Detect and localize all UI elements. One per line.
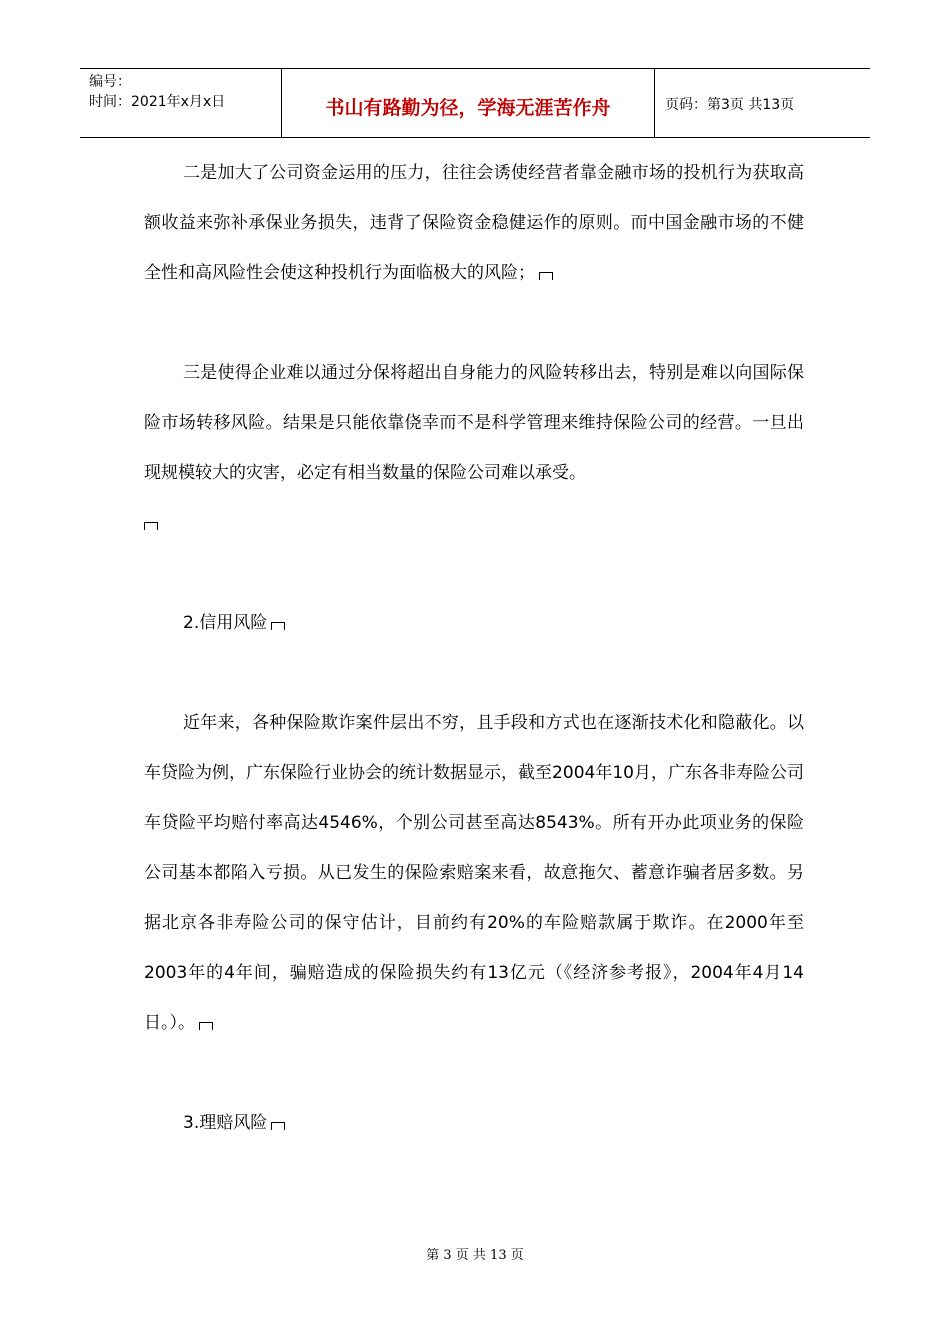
paragraph-mark-icon (539, 272, 553, 280)
paragraph-mark-icon (271, 622, 285, 630)
footer-page-number: 第 3 页 共 13 页 (426, 1248, 524, 1263)
paragraph-mark-icon (144, 522, 158, 530)
paragraph-text: 三是使得企业难以通过分保将超出自身能力的风险转移出去，特别是难以向国际保险市场转移风险。结果是只能依靠侥幸而不是科学管理来维持保险公司的经营。一旦出现规模较大的灾害，必定有相当数量的保险公司难以承受。 (144, 363, 804, 483)
header-meta-cell (80, 69, 282, 137)
paragraph (144, 348, 804, 498)
blank-line (144, 498, 804, 548)
header-motto: 书山有路勤为径，学海无涯苦作舟 (325, 96, 611, 119)
section-heading (144, 598, 804, 648)
blank-line (144, 648, 804, 698)
paragraph-text: 二是加大了公司资金运用的压力，往往会诱使经营者靠金融市场的投机行为获取高额收益来弥补承保业务损失，违背了保险资金稳健运作的原则。而中国金融市场的不健全性和高风险性会使这种投机行为面临极大的风险； (144, 163, 804, 283)
section-heading (144, 1098, 804, 1148)
header-motto-cell (282, 69, 655, 137)
document-body (144, 148, 804, 1148)
header-page-cell (655, 69, 870, 137)
document-number-label: 编号： (89, 74, 131, 90)
blank-line (144, 298, 804, 348)
paragraph-mark-icon (199, 1022, 213, 1030)
page-footer (0, 1244, 950, 1263)
section-heading-text: 3.理赔风险 (183, 1113, 268, 1133)
paragraph-mark-icon (271, 1122, 285, 1130)
document-time-label: 时间：2021年x月x日 (89, 94, 226, 110)
paragraph-text: 近年来，各种保险欺诈案件层出不穷，且手段和方式也在逐渐技术化和隐蔽化。以车贷险为例，广东保险行业协会的统计数据显示，截至2004年10月，广东各非寿险公司车贷险平均赔付率高达4546%，个别公司甚至高达8543%。所有开办此项业务的保险公司基本都陷入亏损。从已发生的保险索赔案来看，故意拖欠、蓄意诈骗者居多数。另据北京各非寿险公司的保守估计，目前约有20%的车险赔款属于欺诈。在2000年至2003年的4年间，骗赔造成的保险损失约有13亿元（《经济参考报》，2004年4月14日。）。 (144, 713, 804, 1033)
header-page-info: 页码：第3页 共13页 (665, 97, 795, 113)
blank-line (144, 1048, 804, 1098)
paragraph (144, 148, 804, 298)
section-heading-text: 2.信用风险 (183, 613, 268, 633)
blank-line (144, 548, 804, 598)
page-header (80, 68, 870, 138)
paragraph (144, 698, 804, 1048)
